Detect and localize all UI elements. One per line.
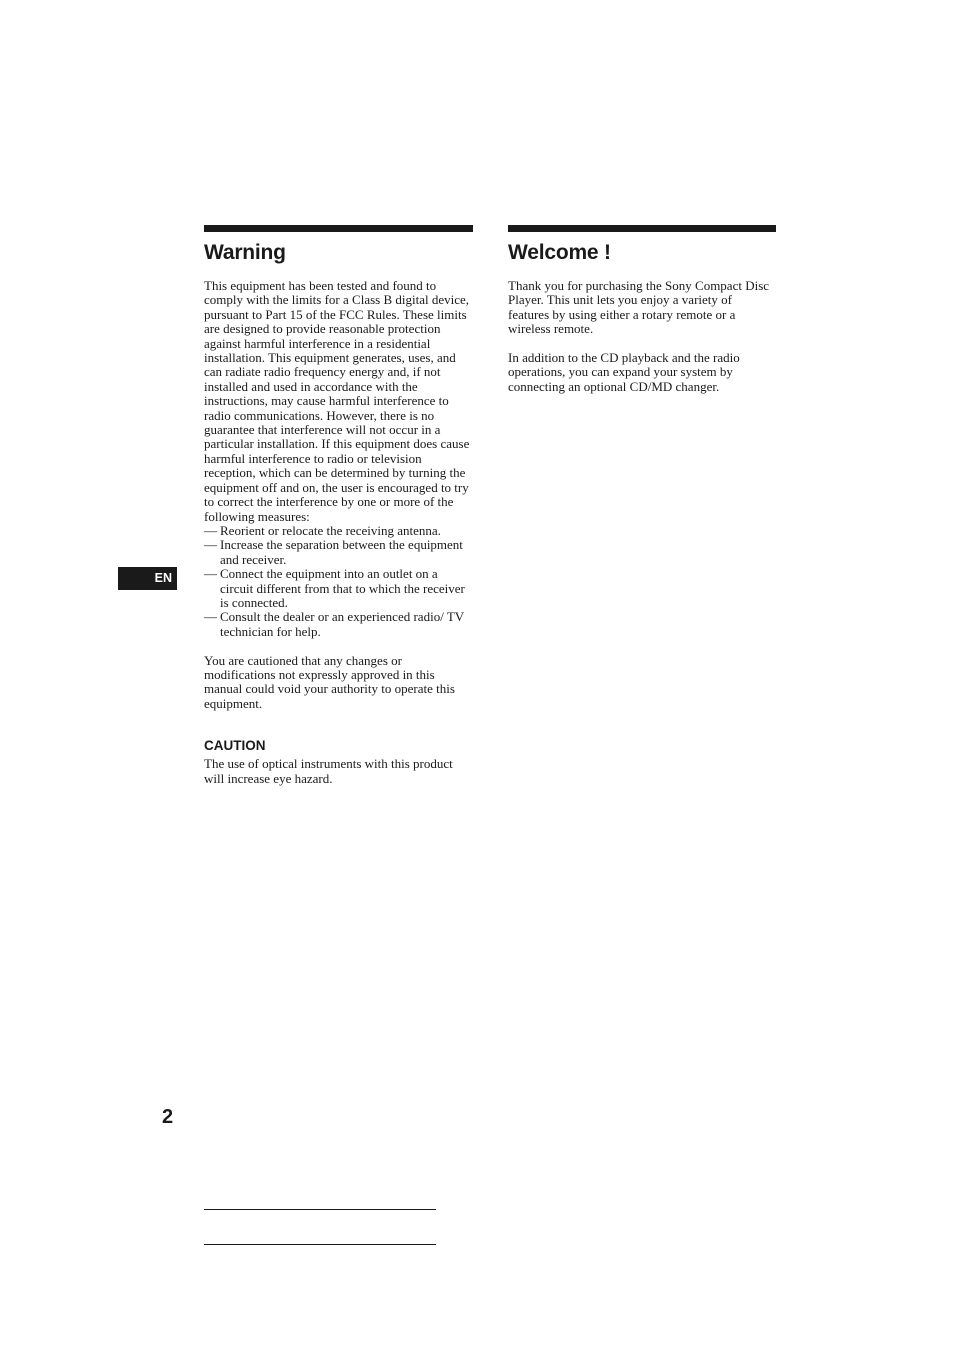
measure-text: Consult the dealer or an experienced radio/ TV technician for help.: [220, 609, 464, 639]
warning-paragraph-1: This equipment has been tested and found to comply with the limits for a Class B digital device, pursuant to Part 15 of the FCC Rules. These limits are designed to provide reasonable protection against harmful interference in a residential installation. This equipment generates, uses, and can radiate radio frequency energy and, if not installed and used in accordance with the instructions, may cause harmful interference to radio communications. However, there is no guarantee that interference will not occur in a particular installation. If this equipment does cause harmful interference to radio or television reception, which can be determined by turning the equipment off and on, the user is encouraged to try to correct the interference by one or more of the following measures:: [204, 278, 470, 524]
welcome-paragraph-1: Thank you for purchasing the Sony Compact Disc Player. This unit lets you enjoy a variety of features by using either a rotary remote or a wireless remote.: [508, 278, 770, 337]
page-number: 2: [162, 1106, 174, 1128]
warning-paragraph-2: You are cautioned that any changes or modifications not expressly approved in this manual could void your authority to operate this equipment.: [204, 652, 455, 711]
dash-bullet: —: [204, 566, 217, 582]
list-item: [204, 567, 473, 610]
welcome-title: Welcome !: [508, 241, 611, 264]
warning-top-rule: [204, 225, 473, 232]
measure-text: Connect the equipment into an outlet on a circuit different from that to which the receiver is connected.: [220, 566, 465, 610]
warning-column: [204, 225, 473, 786]
language-tab: EN: [118, 567, 177, 590]
dash-bullet: —: [204, 522, 217, 538]
list-item: [204, 538, 473, 567]
welcome-column: [508, 225, 776, 394]
warning-title: Warning: [204, 241, 286, 264]
measure-text: Increase the separation between the equipment and receiver.: [220, 537, 463, 567]
footer-rule: [204, 1209, 436, 1210]
caution-text: The use of optical instruments with this product will increase eye hazard.: [204, 756, 453, 786]
welcome-paragraph-2: In addition to the CD playback and the radio operations, you can expand your system by connecting an optional CD/MD changer.: [508, 350, 740, 394]
measure-text: Reorient or relocate the receiving antenna.: [220, 522, 441, 538]
dash-bullet: —: [204, 609, 217, 625]
list-item: [204, 610, 473, 639]
list-item: [204, 524, 473, 538]
dash-bullet: —: [204, 537, 217, 553]
welcome-top-rule: [508, 225, 776, 232]
caution-heading: CAUTION: [204, 738, 266, 754]
measures-list: [204, 524, 473, 639]
footer-rule: [204, 1244, 436, 1245]
